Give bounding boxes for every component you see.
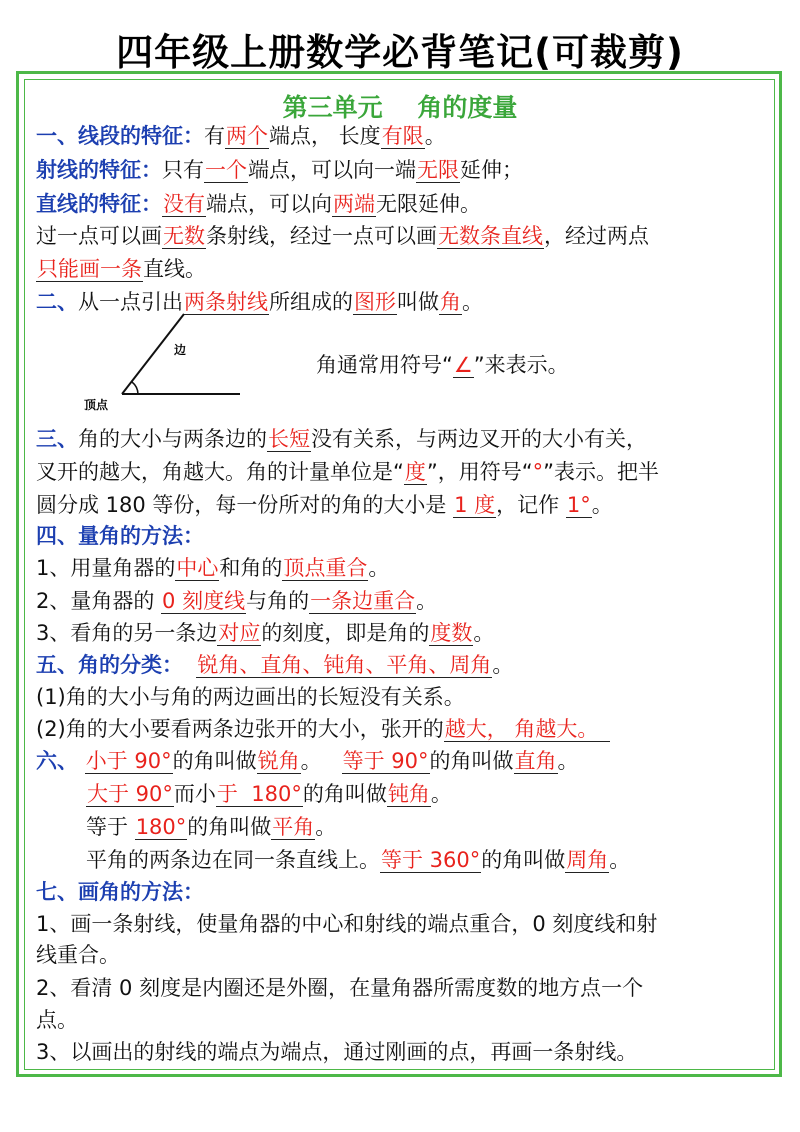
text: 延伸；	[460, 158, 523, 182]
text: 的刻度，即是角的	[261, 621, 430, 645]
answer-blank: 小于 90°	[85, 749, 172, 773]
measure-step-3	[36, 618, 494, 648]
text: 的角叫做	[481, 848, 566, 872]
answer-blank: 0 刻度线	[162, 589, 246, 613]
text: 等于	[86, 815, 135, 839]
text: 。	[591, 493, 613, 517]
section-heading: 直线的特征：	[36, 192, 162, 216]
text: 平角的两条边在同一条直线上。	[86, 848, 380, 872]
answer-blank: 直角	[514, 749, 557, 773]
answer-blank: 有限	[381, 124, 424, 148]
answer-blank: 两端	[333, 192, 375, 216]
answer-blank: 没有	[163, 192, 205, 216]
measure-step-2	[36, 586, 437, 616]
answer-blank: 两条射线	[184, 290, 268, 314]
text: ，记作	[496, 493, 566, 517]
draw-step-2-cont: 点。	[36, 1008, 78, 1032]
text: 端点，可以向一端	[248, 158, 416, 182]
answer-blank: 锐角、直角、钝角、平角、周角	[197, 653, 492, 677]
section-number: 二、	[36, 290, 78, 314]
text: 条射线，经过一点可以画	[206, 224, 437, 248]
page-title: 四年级上册数学必背笔记(可裁剪)	[116, 31, 684, 74]
text: 。	[300, 749, 342, 773]
text: 端点， 长度	[269, 124, 381, 148]
answer-blank: 无数	[163, 224, 205, 248]
answer-blank: 顶点重合	[283, 556, 368, 580]
answer-blank: 长短	[268, 427, 310, 451]
text: 的角叫做	[429, 749, 514, 773]
degree-definition-line	[36, 490, 613, 520]
angle-symbol-line	[316, 350, 569, 380]
text: 。	[462, 290, 483, 314]
answer-blank: 钝角	[387, 782, 430, 806]
angle-types-line-3	[86, 812, 336, 842]
text: 有	[204, 124, 225, 148]
text: 角通常用符号“	[316, 353, 453, 377]
side-label: 边	[174, 343, 187, 357]
text: 。	[416, 589, 438, 613]
text: ，经过两点	[544, 224, 649, 248]
angle-size-line	[36, 424, 647, 454]
answer-blank: 1 度	[454, 493, 496, 517]
answer-blank: 无限	[417, 158, 459, 182]
angle-types-line-2	[86, 779, 452, 809]
text: 。	[473, 621, 495, 645]
degree-symbol: °	[532, 460, 544, 484]
two-points-line	[36, 254, 206, 284]
text: 1、用量角器的	[36, 556, 176, 580]
text: 。	[430, 782, 452, 806]
text: 。	[315, 815, 337, 839]
text: 角的大小与两条边的	[78, 427, 267, 451]
answer-blank: 一个	[205, 158, 247, 182]
text: 所组成的	[269, 290, 353, 314]
classification-note-1: (1)角的大小与角的两边画出的长短没有关系。	[36, 685, 465, 709]
draw-step-1: 1、画一条射线，使量角器的中心和射线的端点重合，0 刻度线和射	[36, 912, 658, 936]
text: 而小	[173, 782, 216, 806]
section-heading: 一、线段的特征：	[36, 124, 204, 148]
angle-unit-line	[36, 457, 659, 487]
draw-method-heading: 七、画角的方法：	[36, 880, 204, 904]
answer-blank: 对应	[218, 621, 261, 645]
text: (2)角的大小要看两条边张开的大小，张开的	[36, 717, 444, 741]
text: 的角叫做	[172, 749, 257, 773]
draw-step-1-cont: 线重合。	[36, 943, 120, 967]
angle-arc	[132, 382, 138, 394]
text: 。	[492, 653, 514, 677]
answer-blank: 等于 90°	[342, 749, 429, 773]
draw-step-2: 2、看清 0 刻度是内圈还是外圈，在量角器所需度数的地方点一个	[36, 976, 644, 1000]
answer-blank: 角	[440, 290, 461, 314]
classification-note-2	[36, 714, 610, 744]
section-number: 六、	[36, 749, 78, 773]
angle-classification-line	[36, 650, 513, 680]
text: 圆分成 180 等份，每一份所对的角的大小是	[36, 493, 454, 517]
angle-diagram	[80, 310, 260, 415]
answer-blank: 等于 360°	[381, 848, 481, 872]
vertex-label: 顶点	[84, 398, 109, 412]
text: 过一点可以画	[36, 224, 162, 248]
section-heading: 五、角的分类：	[36, 653, 183, 677]
text: 。	[368, 556, 390, 580]
answer-blank: 周角	[566, 848, 609, 872]
text: 3、看角的另一条边	[36, 621, 218, 645]
answer-blank: 两个	[226, 124, 268, 148]
text: 的角叫做	[187, 815, 272, 839]
text: ”来表示。	[473, 353, 569, 377]
answer-blank: 一条边重合	[310, 589, 416, 613]
text: 没有关系，与两边叉开的大小有关，	[311, 427, 647, 451]
answer-blank: 180°	[135, 815, 187, 839]
answer-blank: 无数条直线	[438, 224, 543, 248]
text: 。	[424, 124, 446, 148]
section-heading: 射线的特征：	[36, 158, 162, 182]
answer-blank: 图形	[354, 290, 396, 314]
text: 从一点引出	[78, 290, 183, 314]
text: 和角的	[219, 556, 283, 580]
text: 端点，可以向	[206, 192, 332, 216]
text: 叉开的越大，角越大。角的计量单位是“	[36, 460, 404, 484]
text: 叫做	[397, 290, 439, 314]
draw-step-3: 3、以画出的射线的端点为端点，通过刚画的点，再画一条射线。	[36, 1040, 638, 1064]
text: 直线。	[143, 257, 206, 281]
segment-feature-line	[36, 121, 446, 151]
answer-blank: 大于 90°	[87, 782, 173, 806]
text: 。	[557, 749, 579, 773]
answer-blank: 越大， 角越大。	[444, 717, 611, 742]
text: 的角叫做	[302, 782, 387, 806]
text: 只有	[162, 158, 204, 182]
line-feature-line	[36, 189, 481, 219]
answer-blank: 度	[404, 460, 426, 484]
text: 与角的	[246, 589, 310, 613]
through-point-line	[36, 221, 649, 251]
ray-feature-line	[36, 155, 523, 185]
text: ”，用符号“	[426, 460, 533, 484]
angle-types-line-4	[86, 845, 630, 875]
text: ”表示。把半	[543, 460, 660, 484]
text: 。	[609, 848, 631, 872]
answer-blank: 平角	[272, 815, 315, 839]
answer-blank: 于 180°	[216, 782, 302, 806]
angle-symbol: ∠	[453, 353, 473, 377]
text: 2、量角器的	[36, 589, 162, 613]
text: 无限延伸。	[376, 192, 481, 216]
measure-method-heading: 四、量角的方法：	[36, 524, 204, 548]
answer-blank: 度数	[430, 621, 473, 645]
section-number: 三、	[36, 427, 78, 451]
unit-title: 第三单元 角的度量	[282, 93, 518, 122]
answer-blank: 中心	[176, 556, 219, 580]
answer-blank: 锐角	[257, 749, 300, 773]
measure-step-1	[36, 553, 389, 583]
answer-blank: 1°	[566, 493, 591, 517]
angle-types-line-1	[36, 746, 579, 776]
answer-blank: 只能画一条	[37, 257, 142, 281]
